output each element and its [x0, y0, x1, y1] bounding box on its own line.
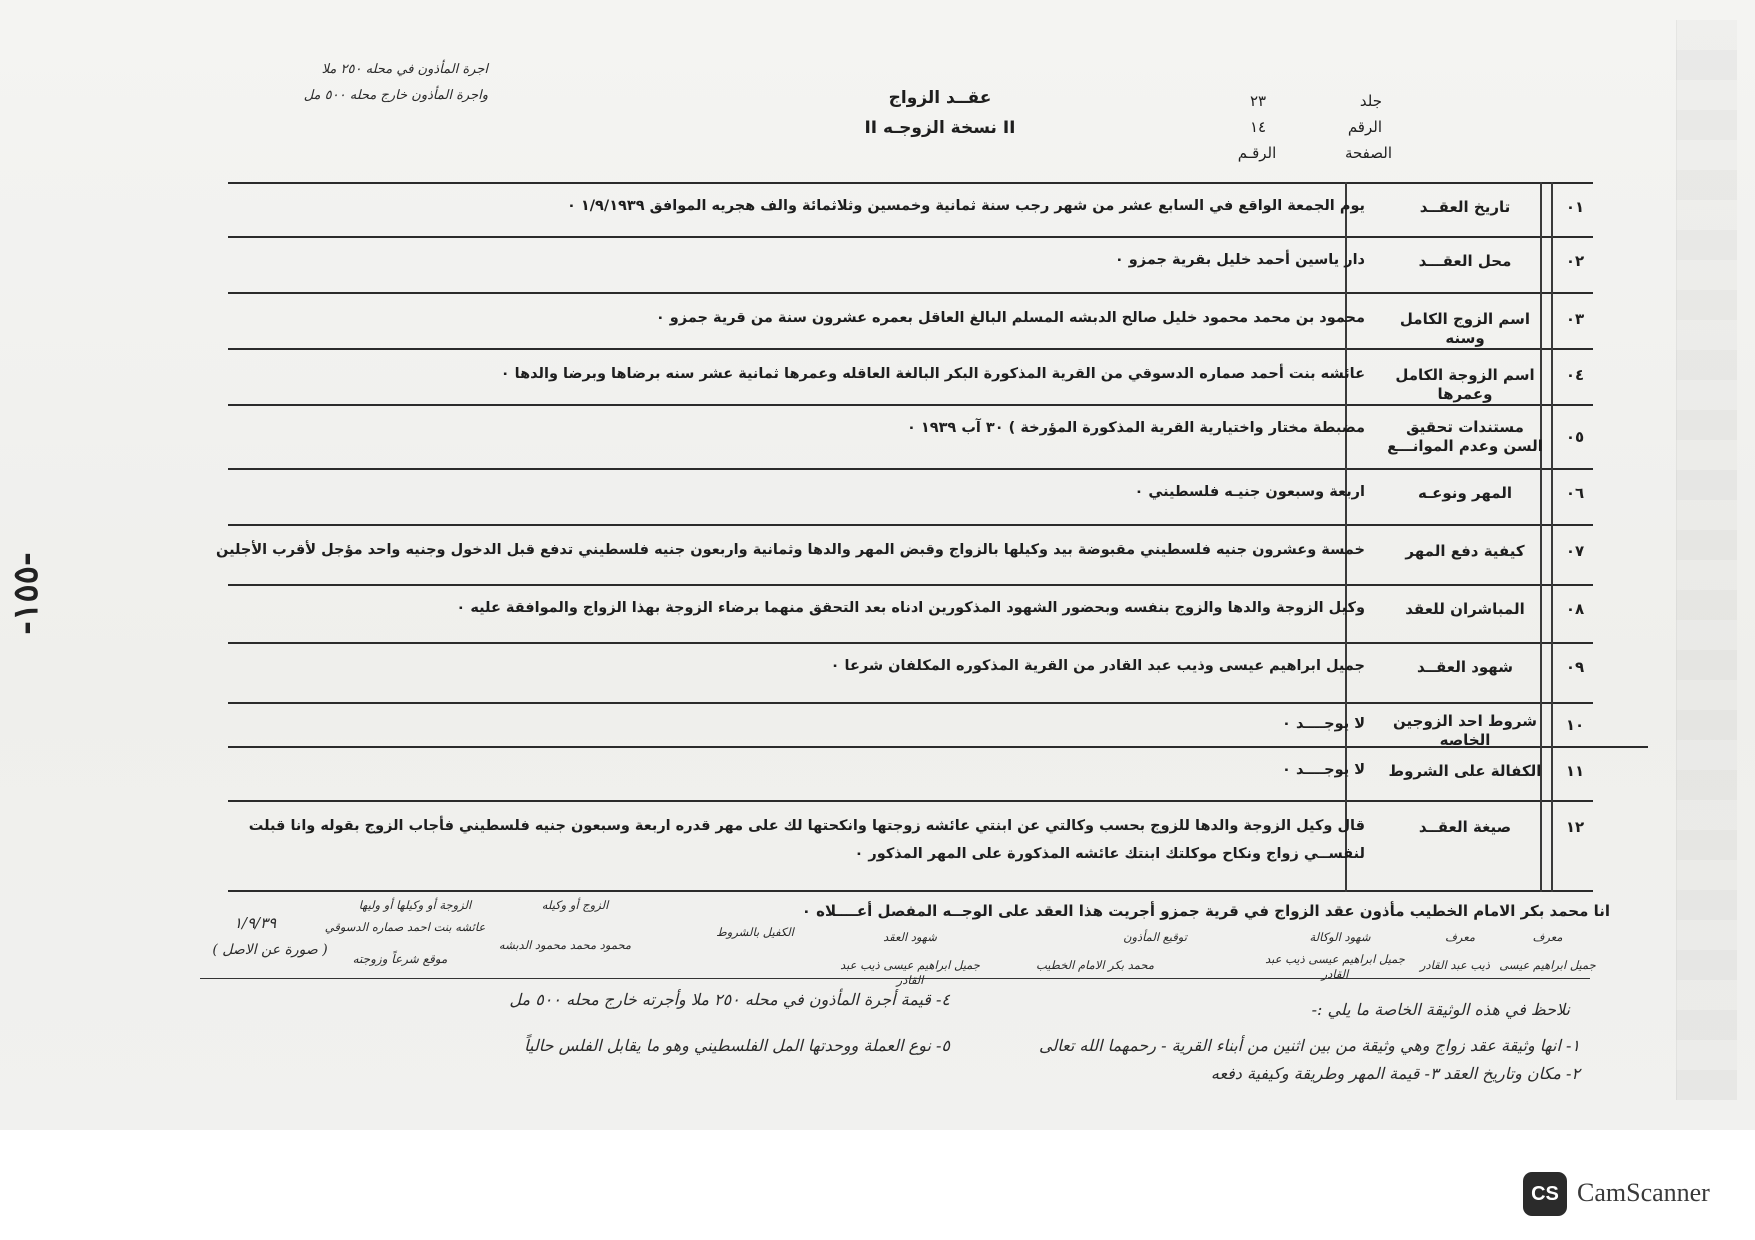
- signature-name: عائشه بنت احمد صماره الدسوقي: [324, 920, 486, 934]
- row-label: محل العقـــد: [1418, 252, 1512, 270]
- row-value: لا يوجــــد ٠: [1282, 716, 1365, 732]
- witness-note: موقع شرعاً وزوجته: [352, 952, 448, 966]
- jild-value: ٢٣: [1249, 92, 1267, 110]
- camscanner-logo-icon: CS: [1523, 1172, 1567, 1216]
- table-line: [228, 348, 1593, 350]
- signature-label: الزوجة أو وكيلها أو وليها: [358, 898, 472, 912]
- signature-label: توقيع المأذون: [1123, 930, 1187, 944]
- page-bleed-shadow: [1676, 20, 1737, 1100]
- table-row: [205, 302, 1600, 347]
- signature-label: معرف: [1445, 930, 1475, 944]
- row-value: خمسة وعشرون جنيه فلسطيني مقبوضة بيد وكيلها بالزواج وقبض المهر والدها وثمانية واربعون جنيه فلسطيني تدفع قبل الدخول وجنيه واحد مؤجل لأقرب الأجلين: [216, 542, 1365, 558]
- row-value: عائشه بنت أحمد صماره الدسوقي من القرية المذكورة البكر البالغة العاقله وعمرها ثمانية عشر سنه برضاها وبرضا والدها ٠: [500, 366, 1365, 382]
- row-label: اسم الزوج الكامل وسنه: [1399, 310, 1531, 347]
- table-row: [205, 412, 1600, 464]
- signature-label: الكفيل بالشروط: [716, 925, 794, 939]
- row-label: اسم الزوجة الكامل وعمرها: [1395, 366, 1535, 403]
- row-value: يوم الجمعة الواقع في السابع عشر من شهر رجب سنة ثمانية وخمسين وثلاثمائة والف هجريه الموافق ١/٩/١٩٣٩ ٠: [566, 198, 1365, 214]
- note-1: ١- انها وثيقة عقد زواج وهي وثيقة من بين اثنين من أبناء القرية - رحمهما الله تعالى: [1039, 1036, 1580, 1055]
- row-number: ٠٢: [1565, 252, 1585, 270]
- row-value: قال وكيل الزوجة والدها للزوج بحسب وكالتي عن ابنتي عائشه زوجتها وانكحتها لك على مهر قدره اربعة وسبعون جنيه فلسطيني فأجاب الزوج بقوله وانا قبلت لنفســي زواج ونكاح موكلتك ابنتك عائشه المذكورة على المهر المذكور ٠: [248, 818, 1365, 862]
- row-label: تاريخ العقــد: [1419, 198, 1511, 216]
- row-value: دار ياسين أحمد خليل بقرية جمزو ٠: [1114, 252, 1365, 268]
- table-line: [228, 524, 1593, 526]
- table-line: [228, 800, 1593, 802]
- camscanner-label: CamScanner: [1577, 1178, 1710, 1207]
- row-label: شروط احد الزوجين الخاصه: [1393, 712, 1537, 749]
- row-value: لا يوجــــد ٠: [1282, 762, 1365, 778]
- signature-name: محمود محمد محمود الدبشه: [498, 938, 632, 952]
- note-2-3: ٢- مكان وتاريخ العقد ٣- قيمة المهر وطريقة وكيفية دفعه: [1210, 1064, 1580, 1083]
- table-line-bottom: [228, 890, 1593, 892]
- table-row: [205, 652, 1600, 692]
- row-value: مضبطة مختار واختيارية القرية المذكورة المؤرخة ) ٣٠ آب ١٩٣٩ ٠: [906, 420, 1365, 436]
- table-row: [205, 192, 1600, 232]
- mazoun-declaration: انا محمد بكر الامام الخطيب مأذون عقد الزواج في قرية جمزو أجريت هذا العقد على الوجــه المفصل أعــــلاه ٠: [801, 902, 1610, 920]
- table-row: [205, 536, 1600, 576]
- row-number: ١٠: [1565, 716, 1585, 734]
- table-row: [205, 594, 1600, 634]
- table-line: [228, 404, 1593, 406]
- row-number: ٠١: [1565, 198, 1585, 216]
- row-number: ١١: [1565, 762, 1585, 780]
- row-number: ٠٤: [1565, 366, 1585, 384]
- notes-intro: نلاحظ في هذه الوثيقة الخاصة ما يلي :-: [1311, 1000, 1570, 1019]
- raqm-value: ١٤: [1249, 118, 1267, 136]
- row-label: الكفالة على الشروط: [1388, 762, 1542, 780]
- note-5: ٥- نوع العملة ووحدتها المل الفلسطيني وهو ما يقابل الفلس حالياً: [524, 1036, 950, 1055]
- row-value: محمود بن محمد محمود خليل صالح الدبشه المسلم البالغ العاقل بعمره عشرون سنة من قرية جمزو ٠: [655, 310, 1365, 326]
- document-title: عقــد الزواج: [888, 88, 992, 108]
- top-note-1: اجرة المأذون في محله ٢٥٠ ملا: [321, 62, 488, 77]
- signature-name: ذيب عبد القادر: [1420, 958, 1490, 972]
- table-line: [228, 702, 1593, 704]
- page-number: -١٥٥-: [6, 551, 46, 635]
- row-value: اربعة وسبعون جنيـه فلسطيني ٠: [1134, 484, 1365, 500]
- table-row: [205, 246, 1600, 286]
- row-number: ٠٩: [1565, 658, 1585, 676]
- table-line-top: [228, 182, 1593, 184]
- contract-date: ١/٩/٣٩: [233, 914, 277, 932]
- signature-name: محمد بكر الامام الخطيب: [1036, 958, 1154, 972]
- table-row: [205, 478, 1600, 518]
- signature-name: جميل ابراهيم عيسى: [1499, 958, 1596, 972]
- footer-line: [200, 978, 1590, 979]
- table-line: [228, 292, 1593, 294]
- row-number: ٠٣: [1565, 310, 1585, 328]
- signature-label: شهود العقد: [883, 930, 937, 944]
- jild-label: جلد: [1359, 92, 1382, 110]
- table-line: [228, 584, 1593, 586]
- table-row: [205, 710, 1600, 750]
- row-value: وكيل الزوجة والدها والزوج بنفسه وبحضور الشهود المذكورين ادناه بعد التحقق منهما برضاء الزوجة بهذا الزواج والموافقة عليه ٠: [456, 600, 1365, 616]
- table-line: [228, 468, 1593, 470]
- row-number: ٠٧: [1565, 542, 1585, 560]
- row-value: جميل ابراهيم عيسى وذيب عبد القادر من القرية المذكوره المكلفان شرعا ٠: [830, 658, 1365, 674]
- row-number: ٠٨: [1565, 600, 1585, 618]
- row-label: صيغة العقــد: [1418, 818, 1512, 836]
- table-row: [205, 756, 1600, 796]
- signature-label: معرف: [1532, 930, 1563, 944]
- note-4: ٤- قيمة أجرة المأذون في محله ٢٥٠ ملا وأجرته خارج محله ٥٠٠ مل: [509, 990, 950, 1009]
- copy-subtitle: II نسخة الزوجـه II: [864, 118, 1016, 138]
- row-label: كيفية دفع المهر: [1405, 542, 1525, 560]
- row-label: شهود العقــد: [1417, 658, 1513, 676]
- row-number: ٠٥: [1565, 428, 1585, 446]
- signature-name: جميل ابراهيم عيسى ذيب عبد القادر: [840, 958, 980, 987]
- table-row: [205, 358, 1600, 403]
- signature-name: جميل ابراهيم عيسى ذيب عبد القادر: [1265, 952, 1405, 981]
- row-label: المباشران للعقد: [1405, 600, 1525, 618]
- row-label: مستندات تحقيق السن وعدم الموانـــع: [1387, 418, 1543, 455]
- row-label: المهر ونوعـه: [1417, 484, 1513, 502]
- copy-note: ( صورة عن الاصل ): [212, 942, 328, 958]
- signature-label: شهود الوكالة: [1309, 930, 1371, 944]
- row-number: ١٢: [1565, 818, 1585, 836]
- raqm-label: الرقم: [1347, 118, 1382, 136]
- table-line: [228, 642, 1593, 644]
- signature-label: الزوج أو وكيله: [541, 898, 609, 912]
- safha-label: الصفحة: [1344, 144, 1392, 162]
- safha-value: الرقـم: [1237, 144, 1277, 162]
- table-line: [228, 236, 1593, 238]
- table-row: [205, 812, 1600, 882]
- top-note-2: واجرة المأذون خارج محله ٥٠٠ مل: [303, 88, 488, 103]
- row-number: ٠٦: [1565, 484, 1585, 502]
